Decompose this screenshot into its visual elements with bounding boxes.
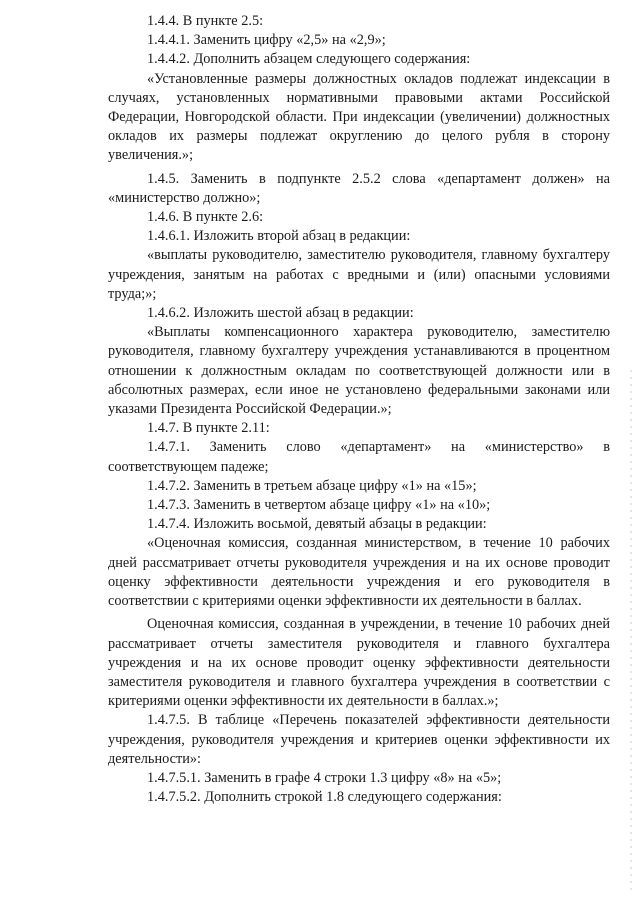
paragraph-1-4-6-1: 1.4.6.1. Изложить второй абзац в редакции: [147,228,411,245]
quote-ministry-commission: «Оценочная комиссия, созданная министерством, в течение 10 рабочих дней рассматривает отчеты руководителя учреждения и на их основе проводит оценку эффективности деятельности учреждения и его руководителя в соответствии с критериями оценки эффективности их деятельности в баллах. [108,535,610,610]
paragraph-1-4-5: 1.4.5. Заменить в подпункте 2.5.2 слова «департамент должен» на «министерство должно»; [108,170,610,206]
document-body [108,12,610,807]
quote-indexation: «Установленные размеры должностных окладов подлежат индексации в случаях, установленных нормативными правовыми актами Российской Федерации, Новгородской области. При индексации (увеличении) должностных окладов их размеры подлежат округлению до целого рубля в сторону увеличения.»; [108,70,610,164]
paragraph-1-4-7-3: 1.4.7.3. Заменить в четвертом абзаце цифру «1» на «10»; [147,497,491,514]
quote-harmful-conditions: «выплаты руководителю, заместителю руководителя, главному бухгалтеру учреждения, занятым на работах с вредными и (или) опасными условиями труда;»; [108,247,610,302]
quote-compensation-payments: «Выплаты компенсационного характера руководителю, заместителю руководителя, главному бухгалтеру учреждения устанавливаются в процентном отношении к должностным окладам по соответствующей должности или в абсолютных размерах, если иное не установлено федеральными законами или указами Президента Российской Федерации.»; [108,324,610,418]
paragraph-1-4-4-1: 1.4.4.1. Заменить цифру «2,5» на «2,9»; [147,32,386,49]
paragraph-1-4-7-2: 1.4.7.2. Заменить в третьем абзаце цифру «1» на «15»; [147,477,477,494]
paragraph-1-4-7-5-1: 1.4.7.5.1. Заменить в графе 4 строки 1.3 цифру «8» на «5»; [147,769,502,786]
paragraph-1-4-4: 1.4.4. В пункте 2.5: [147,13,264,29]
paragraph-1-4-6-2: 1.4.6.2. Изложить шестой абзац в редакции: [147,305,414,322]
paragraph-1-4-7-5: 1.4.7.5. В таблице «Перечень показателей эффективности деятельности учреждения, руководителя учреждения и критериев оценки эффективности их деятельности»: [108,712,610,767]
quote-institution-commission: Оценочная комиссия, созданная в учреждении, в течение 10 рабочих дней рассматривает отчеты заместителя руководителя и главного бухгалтера учреждения и на их основе проводит оценку эффективности деятельности заместителя руководителя и главного бухгалтера учреждения в соответствии с критериями оценки эффективности их деятельности в баллах.»; [108,616,610,710]
paragraph-1-4-7-5-2: 1.4.7.5.2. Дополнить строкой 1.8 следующего содержания: [147,789,502,806]
paragraph-1-4-7: 1.4.7. В пункте 2.11: [147,420,270,437]
paragraph-1-4-7-4: 1.4.7.4. Изложить восьмой, девятый абзацы в редакции: [147,516,487,533]
paragraph-1-4-7-1: 1.4.7.1. Заменить слово «департамент» на «министерство» в соответствующем падеже; [108,439,610,475]
scan-margin-mark [628,370,634,890]
paragraph-1-4-4-2: 1.4.4.2. Дополнить абзацем следующего содержания: [147,51,471,68]
paragraph-1-4-6: 1.4.6. В пункте 2.6: [147,209,264,226]
